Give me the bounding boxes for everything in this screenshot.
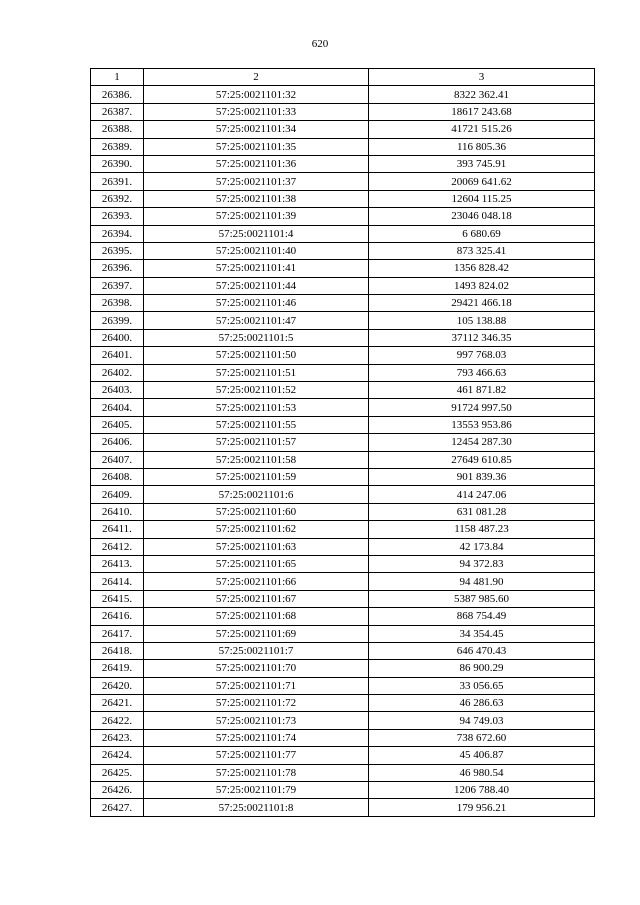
row-number-cell: 26408. xyxy=(91,468,144,485)
table-row xyxy=(91,295,595,312)
table-row xyxy=(91,729,595,746)
table-row xyxy=(91,451,595,468)
table-row xyxy=(91,468,595,485)
cadastral-number-cell: 57:25:0021101:69 xyxy=(144,625,369,642)
cadastral-value-cell: 8322 362.41 xyxy=(369,86,595,103)
cadastral-number-cell: 57:25:0021101:41 xyxy=(144,260,369,277)
table-row xyxy=(91,225,595,242)
cadastral-value-cell: 13553 953.86 xyxy=(369,416,595,433)
table-row xyxy=(91,486,595,503)
cadastral-number-cell: 57:25:0021101:36 xyxy=(144,155,369,172)
cadastral-value-cell: 29421 466.18 xyxy=(369,295,595,312)
cadastral-number-cell: 57:25:0021101:5 xyxy=(144,329,369,346)
cadastral-number-cell: 57:25:0021101:55 xyxy=(144,416,369,433)
table-row xyxy=(91,521,595,538)
row-number-cell: 26405. xyxy=(91,416,144,433)
cadastral-number-cell: 57:25:0021101:73 xyxy=(144,712,369,729)
row-number-cell: 26386. xyxy=(91,86,144,103)
cadastral-number-cell: 57:25:0021101:4 xyxy=(144,225,369,242)
table-row xyxy=(91,86,595,103)
cadastral-number-cell: 57:25:0021101:53 xyxy=(144,399,369,416)
cadastral-value-cell: 1493 824.02 xyxy=(369,277,595,294)
cadastral-number-cell: 57:25:0021101:68 xyxy=(144,608,369,625)
cadastral-number-cell: 57:25:0021101:63 xyxy=(144,538,369,555)
table-row xyxy=(91,155,595,172)
row-number-cell: 26418. xyxy=(91,642,144,659)
cadastral-number-cell: 57:25:0021101:32 xyxy=(144,86,369,103)
cadastral-value-cell: 42 173.84 xyxy=(369,538,595,555)
row-number-cell: 26416. xyxy=(91,608,144,625)
row-number-cell: 26387. xyxy=(91,103,144,120)
table-row xyxy=(91,242,595,259)
row-number-cell: 26400. xyxy=(91,329,144,346)
cadastral-value-table xyxy=(90,68,595,817)
row-number-cell: 26391. xyxy=(91,173,144,190)
row-number-cell: 26406. xyxy=(91,434,144,451)
table-row xyxy=(91,190,595,207)
row-number-cell: 26403. xyxy=(91,382,144,399)
cadastral-number-cell: 57:25:0021101:72 xyxy=(144,695,369,712)
cadastral-value-cell: 631 081.28 xyxy=(369,503,595,520)
row-number-cell: 26423. xyxy=(91,729,144,746)
cadastral-number-cell: 57:25:0021101:40 xyxy=(144,242,369,259)
table-row xyxy=(91,538,595,555)
row-number-cell: 26392. xyxy=(91,190,144,207)
table-row xyxy=(91,364,595,381)
cadastral-number-cell: 57:25:0021101:6 xyxy=(144,486,369,503)
row-number-cell: 26407. xyxy=(91,451,144,468)
row-number-cell: 26412. xyxy=(91,538,144,555)
cadastral-value-cell: 34 354.45 xyxy=(369,625,595,642)
row-number-cell: 26389. xyxy=(91,138,144,155)
row-number-cell: 26396. xyxy=(91,260,144,277)
cadastral-value-cell: 41721 515.26 xyxy=(369,121,595,138)
row-number-cell: 26427. xyxy=(91,799,144,816)
cadastral-number-cell: 57:25:0021101:71 xyxy=(144,677,369,694)
row-number-cell: 26393. xyxy=(91,208,144,225)
cadastral-value-cell: 18617 243.68 xyxy=(369,103,595,120)
cadastral-number-cell: 57:25:0021101:62 xyxy=(144,521,369,538)
cadastral-value-cell: 12604 115.25 xyxy=(369,190,595,207)
cadastral-number-cell: 57:25:0021101:59 xyxy=(144,468,369,485)
table-row xyxy=(91,260,595,277)
cadastral-value-cell: 37112 346.35 xyxy=(369,329,595,346)
cadastral-number-cell: 57:25:0021101:7 xyxy=(144,642,369,659)
cadastral-value-cell: 33 056.65 xyxy=(369,677,595,694)
row-number-cell: 26421. xyxy=(91,695,144,712)
cadastral-number-cell: 57:25:0021101:65 xyxy=(144,555,369,572)
table-row xyxy=(91,329,595,346)
cadastral-number-cell: 57:25:0021101:52 xyxy=(144,382,369,399)
table-row xyxy=(91,434,595,451)
cadastral-number-cell: 57:25:0021101:66 xyxy=(144,573,369,590)
cadastral-value-cell: 1356 828.42 xyxy=(369,260,595,277)
cadastral-value-cell: 1158 487.23 xyxy=(369,521,595,538)
cadastral-value-cell: 46 286.63 xyxy=(369,695,595,712)
cadastral-number-cell: 57:25:0021101:67 xyxy=(144,590,369,607)
row-number-cell: 26419. xyxy=(91,660,144,677)
cadastral-value-cell: 20069 641.62 xyxy=(369,173,595,190)
row-number-cell: 26399. xyxy=(91,312,144,329)
cadastral-number-cell: 57:25:0021101:78 xyxy=(144,764,369,781)
cadastral-value-cell: 94 749.03 xyxy=(369,712,595,729)
cadastral-number-cell: 57:25:0021101:35 xyxy=(144,138,369,155)
cadastral-number-cell: 57:25:0021101:79 xyxy=(144,782,369,799)
cadastral-number-cell: 57:25:0021101:39 xyxy=(144,208,369,225)
cadastral-value-cell: 5387 985.60 xyxy=(369,590,595,607)
row-number-cell: 26401. xyxy=(91,347,144,364)
row-number-cell: 26426. xyxy=(91,782,144,799)
cadastral-value-cell: 91724 997.50 xyxy=(369,399,595,416)
row-number-cell: 26415. xyxy=(91,590,144,607)
cadastral-number-cell: 57:25:0021101:58 xyxy=(144,451,369,468)
cadastral-number-cell: 57:25:0021101:74 xyxy=(144,729,369,746)
cadastral-value-cell: 23046 048.18 xyxy=(369,208,595,225)
row-number-cell: 26413. xyxy=(91,555,144,572)
cadastral-number-cell: 57:25:0021101:77 xyxy=(144,747,369,764)
table-row xyxy=(91,782,595,799)
cadastral-value-cell: 86 900.29 xyxy=(369,660,595,677)
table-row xyxy=(91,573,595,590)
row-number-cell: 26424. xyxy=(91,747,144,764)
table-row xyxy=(91,399,595,416)
row-number-cell: 26414. xyxy=(91,573,144,590)
cadastral-value-cell: 901 839.36 xyxy=(369,468,595,485)
table-row xyxy=(91,555,595,572)
row-number-cell: 26395. xyxy=(91,242,144,259)
column-header-2: 2 xyxy=(144,69,369,86)
table-header-row xyxy=(91,69,595,86)
cadastral-number-cell: 57:25:0021101:44 xyxy=(144,277,369,294)
cadastral-value-cell: 461 871.82 xyxy=(369,382,595,399)
cadastral-number-cell: 57:25:0021101:70 xyxy=(144,660,369,677)
cadastral-number-cell: 57:25:0021101:57 xyxy=(144,434,369,451)
cadastral-value-cell: 414 247.06 xyxy=(369,486,595,503)
cadastral-number-cell: 57:25:0021101:50 xyxy=(144,347,369,364)
table-row xyxy=(91,695,595,712)
row-number-cell: 26394. xyxy=(91,225,144,242)
table-row xyxy=(91,660,595,677)
row-number-cell: 26404. xyxy=(91,399,144,416)
cadastral-value-cell: 868 754.49 xyxy=(369,608,595,625)
cadastral-number-cell: 57:25:0021101:46 xyxy=(144,295,369,312)
row-number-cell: 26402. xyxy=(91,364,144,381)
table-row xyxy=(91,799,595,816)
row-number-cell: 26390. xyxy=(91,155,144,172)
table-row xyxy=(91,173,595,190)
cadastral-value-cell: 116 805.36 xyxy=(369,138,595,155)
page-number: 620 xyxy=(311,38,329,50)
row-number-cell: 26388. xyxy=(91,121,144,138)
cadastral-value-cell: 45 406.87 xyxy=(369,747,595,764)
cadastral-value-cell: 27649 610.85 xyxy=(369,451,595,468)
column-header-1: 1 xyxy=(91,69,144,86)
cadastral-value-cell: 738 672.60 xyxy=(369,729,595,746)
row-number-cell: 26420. xyxy=(91,677,144,694)
cadastral-value-cell: 873 325.41 xyxy=(369,242,595,259)
row-number-cell: 26398. xyxy=(91,295,144,312)
cadastral-value-cell: 393 745.91 xyxy=(369,155,595,172)
cadastral-value-cell: 1206 788.40 xyxy=(369,782,595,799)
table-row xyxy=(91,642,595,659)
cadastral-number-cell: 57:25:0021101:33 xyxy=(144,103,369,120)
cadastral-number-cell: 57:25:0021101:51 xyxy=(144,364,369,381)
table-row xyxy=(91,416,595,433)
cadastral-value-cell: 179 956.21 xyxy=(369,799,595,816)
cadastral-number-cell: 57:25:0021101:34 xyxy=(144,121,369,138)
table-row xyxy=(91,121,595,138)
cadastral-value-cell: 94 372.83 xyxy=(369,555,595,572)
cadastral-number-cell: 57:25:0021101:47 xyxy=(144,312,369,329)
row-number-cell: 26397. xyxy=(91,277,144,294)
table-row xyxy=(91,608,595,625)
table-row xyxy=(91,208,595,225)
column-header-3: 3 xyxy=(369,69,595,86)
row-number-cell: 26417. xyxy=(91,625,144,642)
table-row xyxy=(91,277,595,294)
table-row xyxy=(91,347,595,364)
cadastral-number-cell: 57:25:0021101:8 xyxy=(144,799,369,816)
table-row xyxy=(91,103,595,120)
table-row xyxy=(91,590,595,607)
table-row xyxy=(91,764,595,781)
row-number-cell: 26411. xyxy=(91,521,144,538)
cadastral-value-cell: 94 481.90 xyxy=(369,573,595,590)
table-row xyxy=(91,503,595,520)
cadastral-value-cell: 997 768.03 xyxy=(369,347,595,364)
table-row xyxy=(91,138,595,155)
table-body xyxy=(91,86,595,816)
table-row xyxy=(91,677,595,694)
row-number-cell: 26422. xyxy=(91,712,144,729)
cadastral-value-cell: 105 138.88 xyxy=(369,312,595,329)
cadastral-value-cell: 646 470.43 xyxy=(369,642,595,659)
table-row xyxy=(91,312,595,329)
table-row xyxy=(91,712,595,729)
table-row xyxy=(91,382,595,399)
cadastral-value-cell: 6 680.69 xyxy=(369,225,595,242)
cadastral-value-cell: 46 980.54 xyxy=(369,764,595,781)
cadastral-value-cell: 793 466.63 xyxy=(369,364,595,381)
cadastral-value-cell: 12454 287.30 xyxy=(369,434,595,451)
table-row xyxy=(91,747,595,764)
cadastral-number-cell: 57:25:0021101:37 xyxy=(144,173,369,190)
table-row xyxy=(91,625,595,642)
row-number-cell: 26409. xyxy=(91,486,144,503)
row-number-cell: 26410. xyxy=(91,503,144,520)
row-number-cell: 26425. xyxy=(91,764,144,781)
cadastral-number-cell: 57:25:0021101:38 xyxy=(144,190,369,207)
cadastral-number-cell: 57:25:0021101:60 xyxy=(144,503,369,520)
